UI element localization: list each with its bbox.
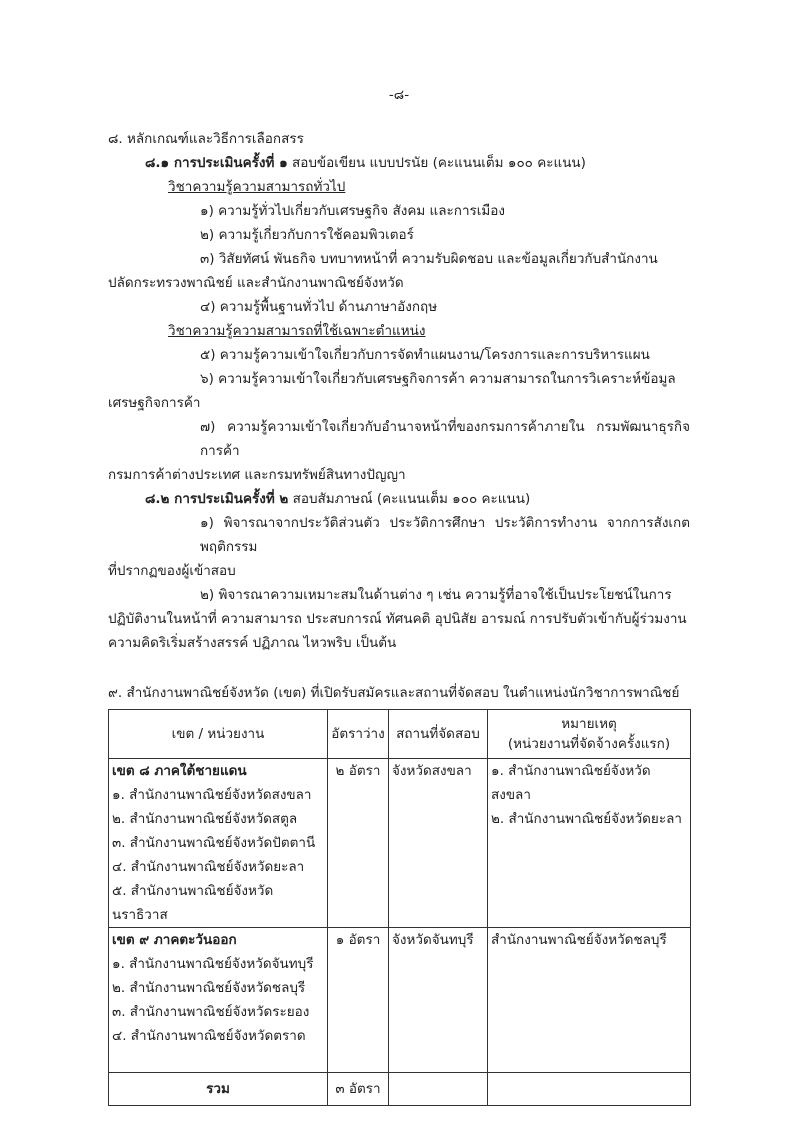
total-empty-cell (389, 1073, 488, 1106)
zone-name: เขต ๘ ภาคใต้ชายแดน (112, 763, 247, 779)
specific-knowledge-heading: วิชาความรู้ความสามารถที่ใช้เฉพาะตำแหน่ง (168, 323, 426, 339)
remark-item: ๑. สำนักงานพาณิชย์จังหวัดสงขลา (491, 763, 651, 803)
section-9-title: ๙. สำนักงานพาณิชย์จังหวัด (เขต) ที่เปิดรับสมัครและสถานที่จัดสอบ ในตำแหน่งนักวิชาการพาณิชย์ (108, 685, 680, 701)
unit-item: ๔. สำนักงานพาณิชย์จังหวัดตราด (112, 1028, 306, 1044)
exam-item: ๕) ความรู้ความเข้าใจเกี่ยวกับการจัดทำแผนงาน/โครงการและการบริหารแผน (200, 347, 650, 363)
exam-item-continued: ปลัดกระทรวงพาณิชย์ และสำนักงานพาณิชย์จังหวัด (108, 275, 404, 291)
remark-item: ๒. สำนักงานพาณิชย์จังหวัดยะลา (491, 811, 682, 827)
exam-location-cell: จังหวัดจันทบุรี (389, 928, 488, 1073)
exam-item: ๑) ความรู้ทั่วไปเกี่ยวกับเศรษฐกิจ สังคม และการเมือง (200, 203, 505, 219)
section-8-2-title (108, 487, 690, 511)
offices-table (108, 709, 691, 1106)
unit-item: ๓. สำนักงานพาณิชย์จังหวัดระยอง (112, 1004, 310, 1020)
interview-item: ๒) พิจารณาความเหมาะสมในด้านต่าง ๆ เช่น ความรู้ที่อาจใช้เป็นประโยชน์ในการ (200, 587, 672, 603)
general-knowledge-heading: วิชาความรู้ความสามารถทั่วไป (168, 179, 346, 195)
section-8-2-title-rest: สอบสัมภาษณ์ (คะแนนเต็ม ๑๐๐ คะแนน) (288, 491, 531, 507)
zone-cell (109, 928, 328, 1073)
section-8-1-title-bold: ๘.๑ การประเมินครั้งที่ ๑ (145, 155, 288, 171)
exam-location-cell: จังหวัดสงขลา (389, 759, 488, 928)
table-header-row (109, 710, 691, 759)
section-8-1-title-rest: สอบข้อเขียน แบบปรนัย (คะแนนเต็ม ๑๐๐ คะแนน) (287, 155, 586, 171)
unit-item: ๔. สำนักงานพาณิชย์จังหวัดยะลา (112, 859, 305, 875)
unit-item: ๓. สำนักงานพาณิชย์จังหวัดปัตตานี (112, 835, 316, 851)
interview-item-continued: ความคิดริเริ่มสร้างสรรค์ ปฏิภาณ ไหวพริบ เป็นต้น (108, 635, 397, 651)
exam-item: ๗) ความรู้ความเข้าใจเกี่ยวกับอำนาจหน้าที่ของกรมการค้าภายใน กรมพัฒนาธุรกิจการค้า (200, 419, 690, 459)
header-vacancies: อัตราว่าง (328, 710, 389, 759)
unit-item: ๕. สำนักงานพาณิชย์จังหวัดนราธิวาส (112, 883, 274, 923)
exam-item: ๔) ความรู้พื้นฐานทั่วไป ด้านภาษาอังกฤษ (200, 299, 438, 315)
remarks-cell (488, 928, 691, 1073)
exam-item-continued: เศรษฐกิจการค้า (108, 395, 201, 411)
header-remarks-title: หมายเหตุ (561, 716, 617, 732)
section-8-title: ๘. หลักเกณฑ์และวิธีการเลือกสรร (108, 131, 304, 147)
vacancies-cell: ๑ อัตรา (328, 928, 389, 1073)
unit-item: ๒. สำนักงานพาณิชย์จังหวัดสตูล (112, 811, 298, 827)
total-row (109, 1073, 691, 1106)
unit-item: ๑. สำนักงานพาณิชย์จังหวัดจันทบุรี (112, 956, 314, 972)
total-empty-cell (488, 1073, 691, 1106)
page-number: -๘- (388, 87, 410, 103)
table-row (109, 759, 691, 928)
total-vacancies: ๓ อัตรา (328, 1073, 389, 1106)
header-remarks (488, 710, 691, 759)
vacancies-cell: ๒ อัตรา (328, 759, 389, 928)
interview-item-continued: ปฏิบัติงานในหน้าที่ ความสามารถ ประสบการณ์ ทัศนคติ อุปนิสัย อารมณ์ การปรับตัวเข้ากับผู้ร่วมงาน (108, 611, 687, 627)
exam-item: ๓) วิสัยทัศน์ พันธกิจ บทบาทหน้าที่ ความรับผิดชอบ และข้อมูลเกี่ยวกับสำนักงาน (200, 251, 658, 267)
header-remarks-subtitle: (หน่วยงานที่จัดจ้างครั้งแรก) (507, 736, 671, 752)
remarks-cell (488, 759, 691, 928)
section-8-2-title-bold: ๘.๒ การประเมินครั้งที่ ๒ (145, 491, 289, 507)
document-page (108, 83, 690, 1106)
zone-name: เขต ๙ ภาคตะวันออก (112, 932, 237, 948)
exam-item: ๒) ความรู้เกี่ยวกับการใช้คอมพิวเตอร์ (200, 227, 414, 243)
unit-item: ๑. สำนักงานพาณิชย์จังหวัดสงขลา (112, 787, 312, 803)
zone-cell (109, 759, 328, 928)
exam-item: ๖) ความรู้ความเข้าใจเกี่ยวกับเศรษฐกิจการค้า ความสามารถในการวิเคราะห์ข้อมูล (200, 371, 676, 387)
interview-item-continued: ที่ปรากฏของผู้เข้าสอบ (108, 563, 236, 579)
interview-item: ๑) พิจารณาจากประวัติส่วนตัว ประวัติการศึกษา ประวัติการทำงาน จากการสังเกตพฤติกรรม (200, 515, 690, 555)
total-label: รวม (109, 1073, 328, 1106)
remark-item: สำนักงานพาณิชย์จังหวัดชลบุรี (491, 932, 667, 948)
header-zone: เขต / หน่วยงาน (109, 710, 328, 759)
section-8-1-title (108, 151, 690, 175)
header-exam-location: สถานที่จัดสอบ (389, 710, 488, 759)
table-row (109, 928, 691, 1073)
unit-item: ๒. สำนักงานพาณิชย์จังหวัดชลบุรี (112, 980, 306, 996)
exam-item-continued: กรมการค้าต่างประเทศ และกรมทรัพย์สินทางปัญญา (108, 467, 406, 483)
